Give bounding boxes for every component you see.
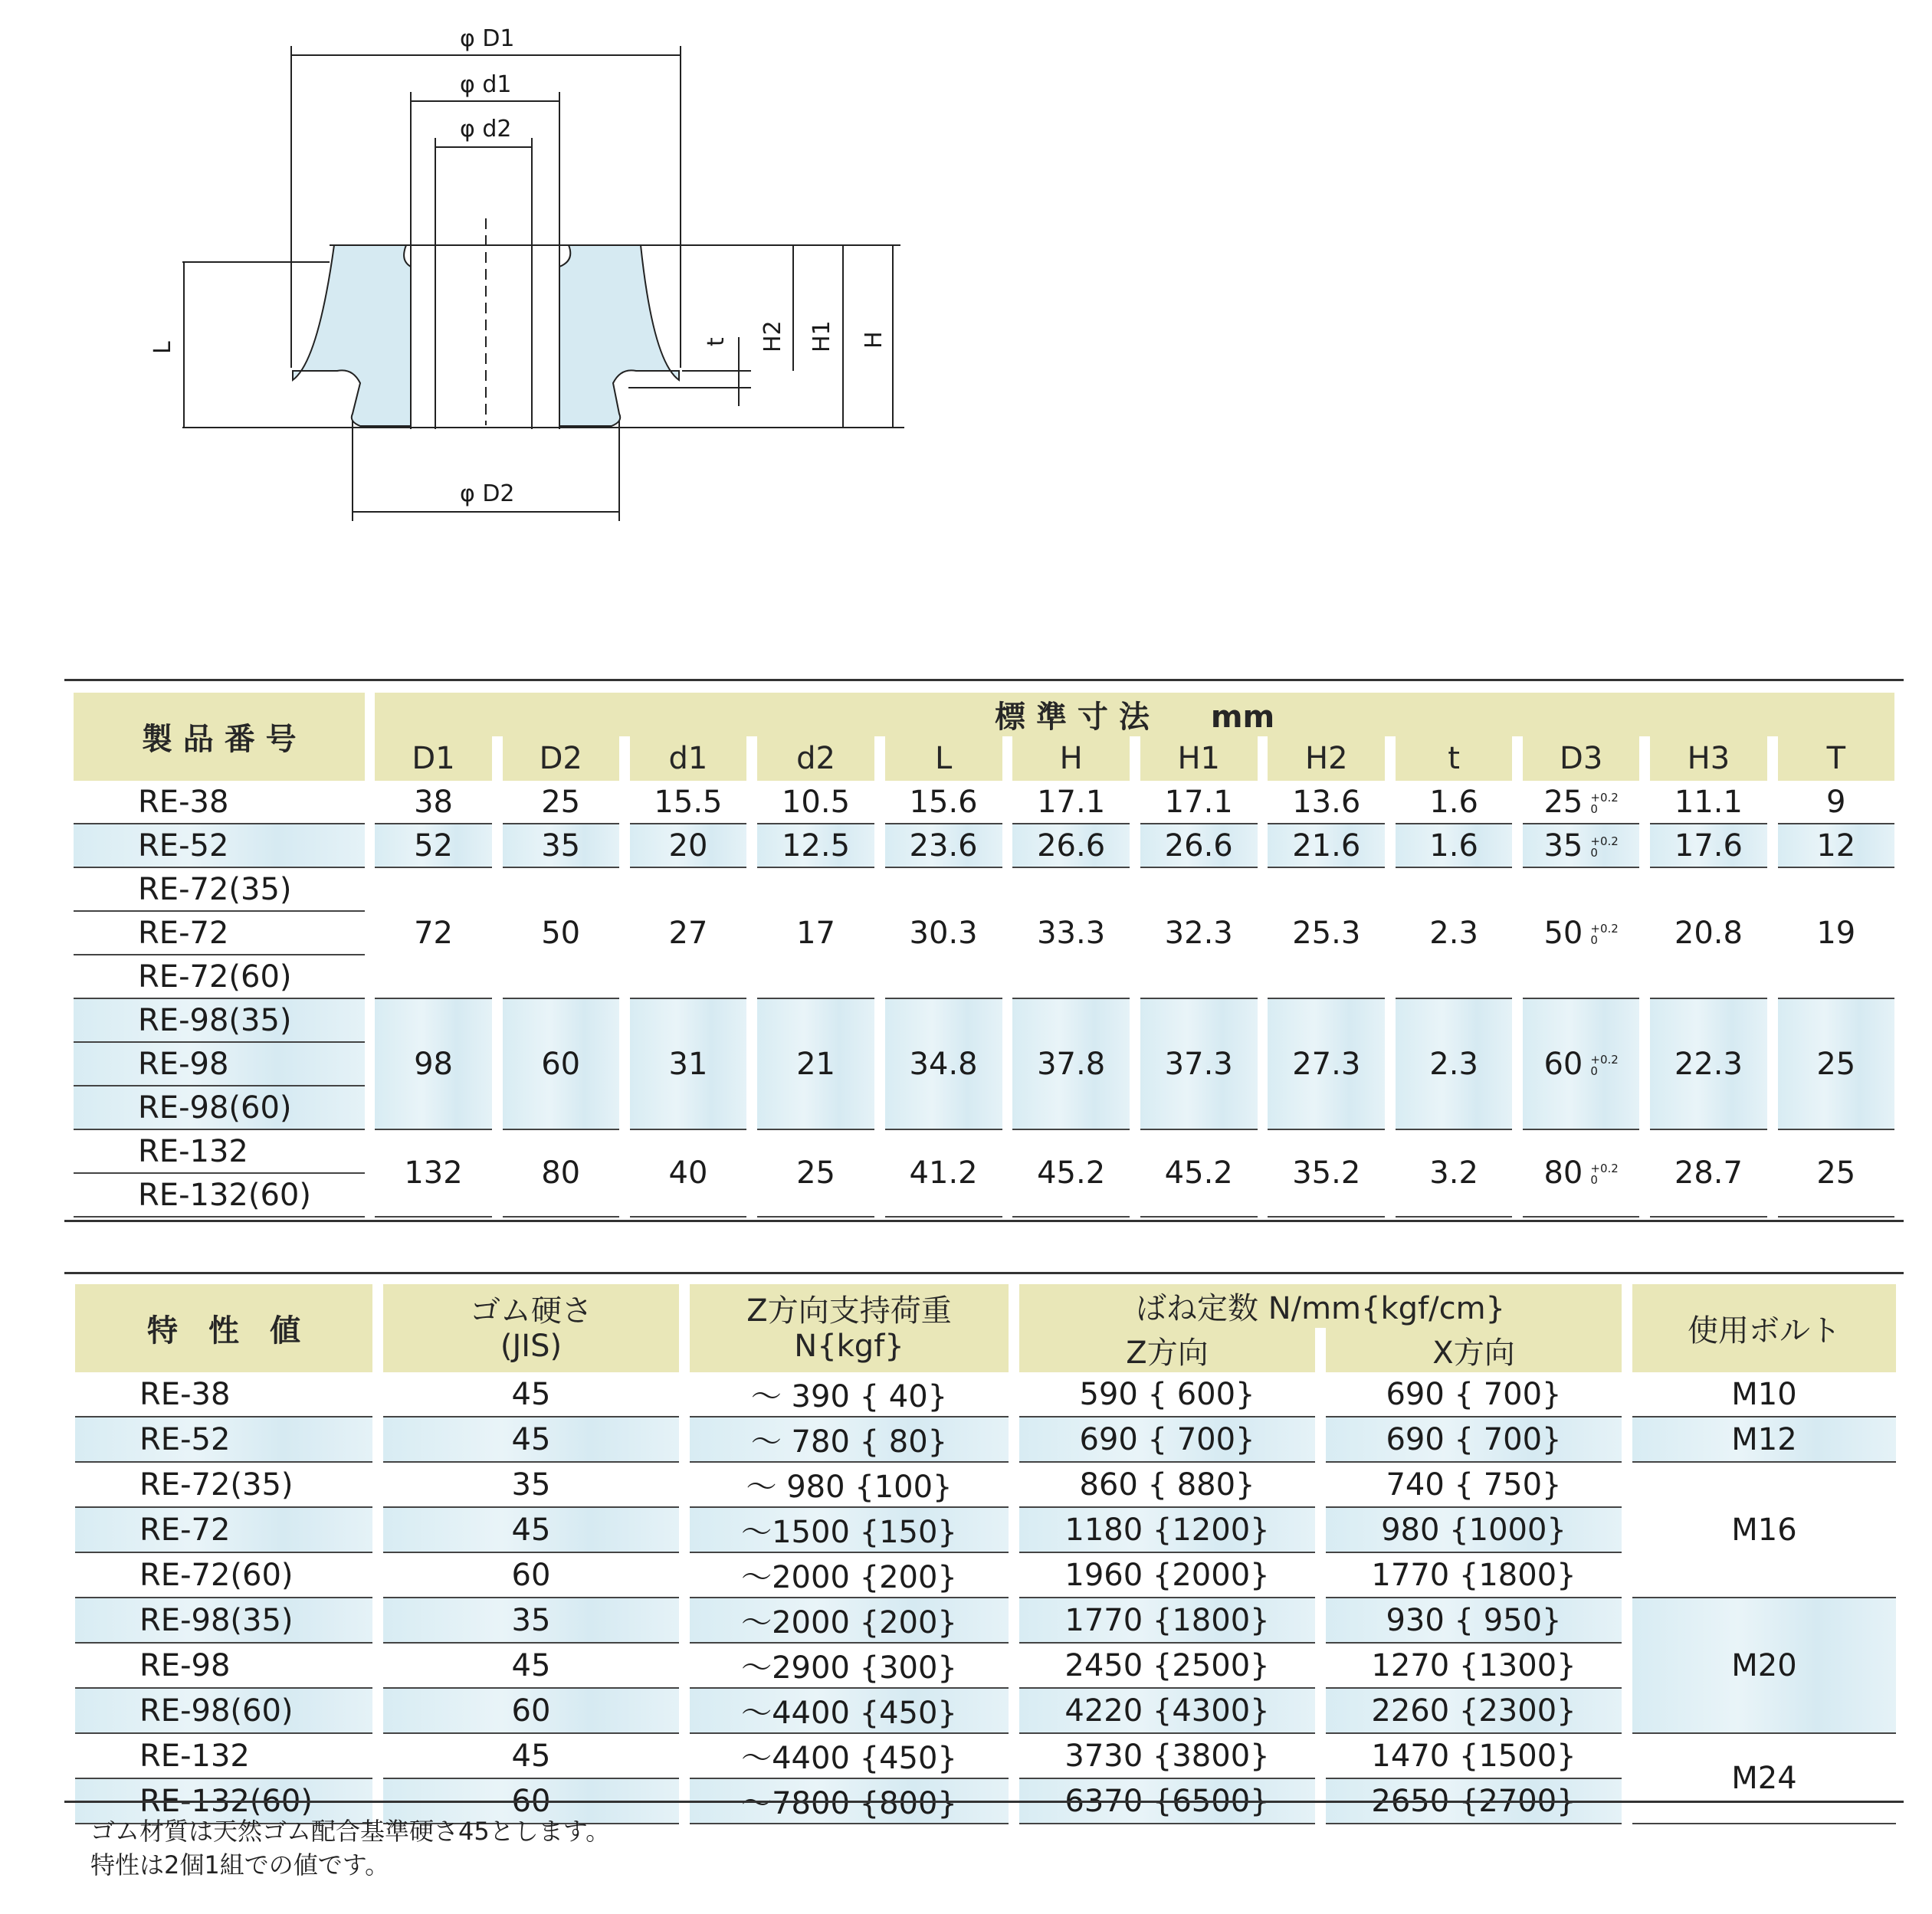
dims-value-h2: [1268, 824, 1385, 868]
rubber-hardness: 60: [383, 1553, 679, 1598]
dims-value-t: [1396, 824, 1512, 868]
dims-value-d2: [503, 868, 619, 999]
bolt-size: M10: [1632, 1372, 1896, 1417]
spring-z: 2450 {2500}: [1019, 1644, 1315, 1689]
dims-value-h1: [1140, 868, 1258, 999]
dims-value-text: 10.5: [781, 784, 851, 820]
x-direction-header: X方向: [1326, 1328, 1622, 1372]
dims-col-d1: D1: [375, 736, 492, 781]
bolt-size: M20: [1632, 1598, 1896, 1734]
char-bottom-rule: [64, 1801, 1904, 1803]
dims-col-h2: H2: [1268, 736, 1385, 781]
dims-value-text: 33.3: [1037, 915, 1106, 951]
dims-value-d2: [757, 999, 874, 1130]
label-L: L: [149, 341, 176, 354]
dims-value-text: 20: [668, 828, 708, 864]
dims-value-text: 25: [1543, 784, 1583, 820]
dims-value-text: 38: [414, 784, 453, 820]
char-product-number: RE-72(35): [75, 1463, 372, 1508]
dims-col-h1: H1: [1140, 736, 1258, 781]
dims-value-h3: [1650, 868, 1767, 999]
tolerance-upper: +0.2: [1590, 921, 1619, 936]
dims-col-d3: D3: [1523, 736, 1639, 781]
char-product-number: RE-72: [75, 1508, 372, 1553]
char-product-number: RE-98(60): [75, 1689, 372, 1734]
dims-value-text: 35: [1543, 828, 1583, 864]
dims-value-text: 23.6: [909, 828, 978, 864]
dims-value-d2: [503, 999, 619, 1130]
char-product-number: RE-132: [75, 1734, 372, 1779]
dims-value-text: 21.6: [1292, 828, 1361, 864]
dims-value-d3: [1523, 781, 1639, 824]
dims-value-text: 60: [541, 1046, 581, 1082]
dims-value-l: [885, 868, 1002, 999]
dims-value-d3: [1523, 824, 1639, 868]
dims-value-text: 25: [1816, 1046, 1856, 1082]
tolerance-upper: +0.2: [1590, 790, 1619, 805]
tolerance: [1590, 1163, 1618, 1186]
dims-value-text: 1.6: [1429, 828, 1478, 864]
dims-col-h: H: [1012, 736, 1130, 781]
tolerance-lower: 0: [1590, 932, 1598, 947]
dims-value-d2: [757, 781, 874, 824]
dims-value-text: 20.8: [1674, 915, 1743, 951]
tolerance-lower: 0: [1590, 1173, 1598, 1187]
dims-value-t: [1396, 868, 1512, 999]
dims-col-l: L: [885, 736, 1002, 781]
label-d2: φ d2: [460, 116, 512, 143]
char-table-row: [75, 1372, 1896, 1417]
char-product-number: RE-52: [75, 1417, 372, 1463]
dims-value-h3: [1650, 1130, 1767, 1218]
spring-x: 980 {1000}: [1326, 1508, 1622, 1553]
spring-header: ばね定数 N/mm{kgf/cm}: [1019, 1284, 1622, 1328]
dims-value-text: 11.1: [1674, 784, 1743, 820]
load-header-line1: Z方向支持荷重: [746, 1293, 952, 1329]
spring-x: 930 { 950}: [1326, 1598, 1622, 1644]
dims-value-text: 21: [796, 1046, 835, 1082]
dims-value-text: 31: [668, 1046, 708, 1082]
dims-value-t: [1778, 999, 1894, 1130]
z-load: ～ 780 { 80}: [690, 1417, 1009, 1463]
dims-value-text: 37.8: [1037, 1046, 1106, 1082]
dims-value-text: 45.2: [1037, 1155, 1106, 1191]
dims-table-row: [74, 824, 1894, 868]
dims-value-text: 37.3: [1164, 1046, 1233, 1082]
bolt-header: 使用ボルト: [1632, 1284, 1896, 1372]
dims-value-text: 50: [541, 915, 581, 951]
dims-value-l: [885, 999, 1002, 1130]
dims-group-header: 標 準 寸 法 mm: [375, 693, 1894, 736]
tolerance: [1590, 792, 1618, 815]
dims-col-t: T: [1778, 736, 1894, 781]
dims-value-text: 40: [668, 1155, 708, 1191]
spring-z: 3730 {3800}: [1019, 1734, 1315, 1779]
dims-value-h2: [1268, 999, 1385, 1130]
dims-value-l: [885, 1130, 1002, 1218]
spring-z: 860 { 880}: [1019, 1463, 1315, 1508]
dims-value-text: 34.8: [909, 1046, 978, 1082]
dims-table-row: [74, 868, 1894, 912]
spring-z: 590 { 600}: [1019, 1372, 1315, 1417]
dims-value-t: [1396, 1130, 1512, 1218]
product-number: RE-72(60): [74, 955, 365, 999]
dims-value-d1: [375, 999, 492, 1130]
dims-value-text: 80: [541, 1155, 581, 1191]
char-product-header: 特 性 値: [75, 1284, 372, 1372]
spring-z: 1960 {2000}: [1019, 1553, 1315, 1598]
dims-value-text: 27.3: [1292, 1046, 1361, 1082]
dims-value-h1: [1140, 1130, 1258, 1218]
dims-value-t: [1778, 868, 1894, 999]
char-table-row: [75, 1734, 1896, 1779]
spring-z: 1770 {1800}: [1019, 1598, 1315, 1644]
z-load: ～2000 {200}: [690, 1598, 1009, 1644]
bolt-size: M12: [1632, 1417, 1896, 1463]
spring-z: 690 { 700}: [1019, 1417, 1315, 1463]
z-load: ～2900 {300}: [690, 1644, 1009, 1689]
dims-value-h3: [1650, 781, 1767, 824]
dims-value-d1: [630, 824, 747, 868]
dims-value-text: 2.3: [1429, 915, 1478, 951]
dims-value-h2: [1268, 868, 1385, 999]
dims-table-row: [74, 1130, 1894, 1174]
notes: [90, 1814, 610, 1882]
tolerance: [1590, 1054, 1618, 1077]
cross-section-diagram: [0, 0, 996, 552]
spring-x: 740 { 750}: [1326, 1463, 1622, 1508]
dims-col-d2: D2: [503, 736, 619, 781]
product-number: RE-52: [74, 824, 365, 868]
rubber-hardness: 45: [383, 1417, 679, 1463]
tolerance-upper: +0.2: [1590, 1162, 1619, 1175]
dims-value-text: 25: [1816, 1155, 1856, 1191]
dims-value-h2: [1268, 781, 1385, 824]
dims-value-d2: [757, 824, 874, 868]
tolerance: [1590, 923, 1618, 946]
dims-value-t: [1396, 781, 1512, 824]
rubber-hardness: 45: [383, 1734, 679, 1779]
dims-value-text: 15.6: [909, 784, 978, 820]
note-pair: 特性は2個1組での値です。: [90, 1850, 390, 1880]
dims-value-text: 12: [1816, 828, 1856, 864]
rubber-hardness: 60: [383, 1689, 679, 1734]
char-product-number: RE-98: [75, 1644, 372, 1689]
dims-value-text: 25.3: [1292, 915, 1361, 951]
dims-value-d1: [375, 1130, 492, 1218]
spring-x: 1470 {1500}: [1326, 1734, 1622, 1779]
tolerance-lower: 0: [1590, 801, 1598, 816]
dims-value-text: 25: [541, 784, 581, 820]
dims-value-text: 35: [541, 828, 581, 864]
dims-table-row: [74, 999, 1894, 1043]
dims-value-d2: [503, 1130, 619, 1218]
dims-value-text: 98: [414, 1046, 453, 1082]
dims-value-text: 19: [1816, 915, 1856, 951]
z-load: ～4400 {450}: [690, 1689, 1009, 1734]
product-number: RE-72(35): [74, 868, 365, 912]
product-number: RE-38: [74, 781, 365, 824]
dims-value-text: 80: [1543, 1155, 1583, 1191]
char-table-row: [75, 1598, 1896, 1644]
dims-value-text: 30.3: [909, 915, 978, 951]
product-number: RE-72: [74, 912, 365, 955]
char-product-number: RE-98(35): [75, 1598, 372, 1644]
rubber-hardness: 35: [383, 1463, 679, 1508]
spring-z: 4220 {4300}: [1019, 1689, 1315, 1734]
dims-col-d1: d1: [630, 736, 747, 781]
dims-value-d1: [375, 781, 492, 824]
dims-value-text: 13.6: [1292, 784, 1361, 820]
characteristics-table: [75, 1284, 1896, 1824]
dims-value-text: 17: [796, 915, 835, 951]
tolerance-lower: 0: [1590, 1064, 1598, 1078]
dims-value-text: 22.3: [1674, 1046, 1743, 1082]
dims-value-text: 17.6: [1674, 828, 1743, 864]
dims-value-h3: [1650, 824, 1767, 868]
bolt-size: M24: [1632, 1734, 1896, 1824]
z-load: ～4400 {450}: [690, 1734, 1009, 1779]
note-material: ゴム材質は天然ゴム配合基準硬さ45とします。: [90, 1817, 611, 1846]
z-load: ～1500 {150}: [690, 1508, 1009, 1553]
spring-x: 2650 {2700}: [1326, 1779, 1622, 1824]
char-product-number: RE-72(60): [75, 1553, 372, 1598]
dims-value-l: [885, 824, 1002, 868]
product-number: RE-98: [74, 1043, 365, 1086]
dims-value-text: 25: [796, 1155, 835, 1191]
tolerance-upper: +0.2: [1590, 834, 1619, 848]
dims-value-d1: [630, 868, 747, 999]
label-H2: H2: [759, 320, 786, 352]
dims-value-text: 1.6: [1429, 784, 1478, 820]
product-header: 製 品 番 号: [74, 693, 365, 781]
char-table-row: [75, 1463, 1896, 1508]
spring-x: 690 { 700}: [1326, 1372, 1622, 1417]
z-load: ～2000 {200}: [690, 1553, 1009, 1598]
spring-x: 1270 {1300}: [1326, 1644, 1622, 1689]
dims-value-d3: [1523, 999, 1639, 1130]
label-d1: φ d1: [460, 71, 512, 98]
dims-value-d3: [1523, 1130, 1639, 1218]
dims-value-text: 28.7: [1674, 1155, 1743, 1191]
dims-value-d1: [375, 868, 492, 999]
dims-value-h: [1012, 868, 1130, 999]
dims-value-text: 41.2: [909, 1155, 978, 1191]
dims-value-text: 17.1: [1037, 784, 1106, 820]
dims-value-h: [1012, 1130, 1130, 1218]
dims-value-text: 72: [414, 915, 453, 951]
dims-value-t: [1396, 999, 1512, 1130]
dims-col-t: t: [1396, 736, 1512, 781]
dims-value-d2: [757, 1130, 874, 1218]
dims-value-text: 26.6: [1037, 828, 1106, 864]
spring-x: 1770 {1800}: [1326, 1553, 1622, 1598]
load-header: [690, 1284, 1009, 1372]
rubber-hardness: 35: [383, 1598, 679, 1644]
dims-value-text: 2.3: [1429, 1046, 1478, 1082]
dims-value-text: 3.2: [1429, 1155, 1478, 1191]
dims-value-h: [1012, 824, 1130, 868]
dims-col-h3: H3: [1650, 736, 1767, 781]
label-t: t: [703, 337, 730, 346]
tolerance-upper: +0.2: [1590, 1052, 1619, 1067]
dims-value-text: 50: [1543, 915, 1583, 951]
dims-value-d2: [757, 868, 874, 999]
dims-table-row: [74, 781, 1894, 824]
dims-value-h1: [1140, 781, 1258, 824]
tolerance-lower: 0: [1590, 845, 1598, 860]
dims-value-t: [1778, 1130, 1894, 1218]
rubber-hardness: 60: [383, 1779, 679, 1824]
dims-value-h: [1012, 781, 1130, 824]
dims-bottom-rule: [64, 1220, 1904, 1222]
product-number: RE-98(35): [74, 999, 365, 1043]
load-header-line2: N{kgf}: [794, 1328, 904, 1364]
dims-top-rule: [64, 679, 1904, 681]
rubber-hardness: 45: [383, 1508, 679, 1553]
product-number: RE-132(60): [74, 1174, 365, 1218]
dims-value-d2: [503, 781, 619, 824]
z-load: ～ 390 { 40}: [690, 1372, 1009, 1417]
dims-value-d2: [503, 824, 619, 868]
hardness-header-line2: (JIS): [500, 1328, 563, 1364]
char-product-number: RE-132(60): [75, 1779, 372, 1824]
z-direction-header: Z方向: [1019, 1328, 1315, 1372]
hardness-header: [383, 1284, 679, 1372]
dims-value-text: 52: [414, 828, 453, 864]
label-D2: φ D2: [460, 480, 515, 507]
dims-value-text: 9: [1826, 784, 1846, 820]
dims-value-d1: [630, 781, 747, 824]
dims-value-d3: [1523, 868, 1639, 999]
dims-value-d1: [630, 1130, 747, 1218]
dims-value-h3: [1650, 999, 1767, 1130]
dims-value-t: [1778, 824, 1894, 868]
dims-value-h1: [1140, 999, 1258, 1130]
dims-value-text: 132: [404, 1155, 463, 1191]
dims-value-text: 12.5: [781, 828, 851, 864]
dims-value-text: 60: [1543, 1046, 1583, 1082]
char-table-row: [75, 1417, 1896, 1463]
label-H: H: [861, 331, 887, 349]
tolerance: [1590, 836, 1618, 859]
dims-value-h: [1012, 999, 1130, 1130]
dims-value-l: [885, 781, 1002, 824]
dims-value-text: 32.3: [1164, 915, 1233, 951]
dims-value-t: [1778, 781, 1894, 824]
z-load: ～7800 {800}: [690, 1779, 1009, 1824]
label-D1: φ D1: [460, 25, 515, 52]
spring-z: 6370 {6500}: [1019, 1779, 1315, 1824]
char-product-number: RE-38: [75, 1372, 372, 1417]
dims-value-text: 26.6: [1164, 828, 1233, 864]
spring-x: 2260 {2300}: [1326, 1689, 1622, 1734]
dimensions-table: [74, 693, 1894, 1218]
spring-z: 1180 {1200}: [1019, 1508, 1315, 1553]
rubber-hardness: 45: [383, 1644, 679, 1689]
product-number: RE-98(60): [74, 1086, 365, 1130]
dims-value-text: 45.2: [1164, 1155, 1233, 1191]
spring-x: 690 { 700}: [1326, 1417, 1622, 1463]
dims-value-text: 15.5: [654, 784, 723, 820]
dims-value-d1: [375, 824, 492, 868]
dims-value-text: 17.1: [1164, 784, 1233, 820]
bolt-size: M16: [1632, 1463, 1896, 1598]
dims-col-d2: d2: [757, 736, 874, 781]
dims-value-h2: [1268, 1130, 1385, 1218]
dims-value-h1: [1140, 824, 1258, 868]
rubber-hardness: 45: [383, 1372, 679, 1417]
dims-value-d1: [630, 999, 747, 1130]
z-load: ～ 980 {100}: [690, 1463, 1009, 1508]
product-number: RE-132: [74, 1130, 365, 1174]
char-top-rule: [64, 1272, 1904, 1274]
hardness-header-line1: ゴム硬さ: [470, 1293, 592, 1329]
label-H1: H1: [809, 320, 835, 352]
dims-value-text: 35.2: [1292, 1155, 1361, 1191]
dims-value-text: 27: [668, 915, 708, 951]
